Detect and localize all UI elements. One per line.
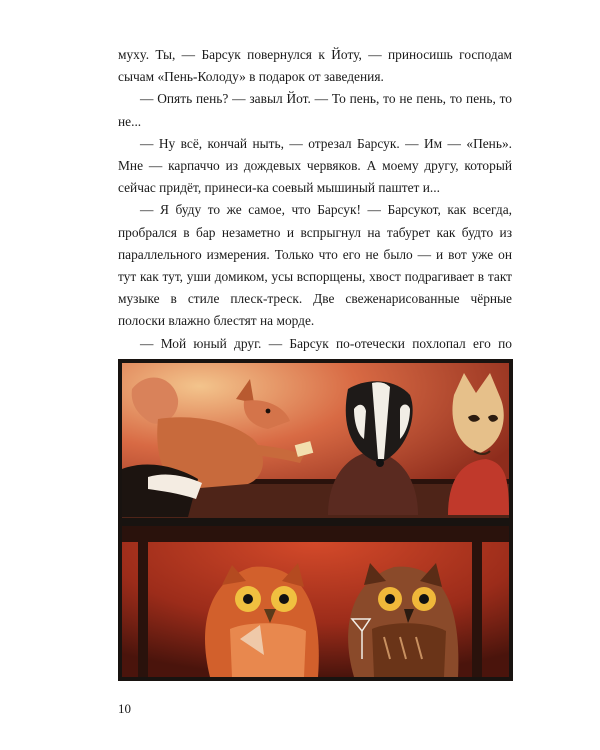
top-panel <box>122 363 509 518</box>
beam <box>122 526 509 542</box>
paragraph: — Я буду то же самое, что Барсук! — Барсукот, как всегда, пробрался в бар незаметно и вспрыгнул на табурет как будто из параллельного измерения. Только что его не было — и вот уже он тут как тут, уши домиком, усы вспорщены, хвост подрагивает в такт музыке в стиле плеск-треск. Две свеженарисованные чёрные полоски влажно блестят на морде. <box>118 202 512 329</box>
bar-scene-illustration <box>118 359 513 681</box>
paragraph: — Ну всё, кончай ныть, — отрезал Барсук. — Им — «Пень». Мне — карпаччо из дождевых червяков. А моему другу, который сейчас придёт, принеси-ка соевый мышиный паштет и... <box>118 135 512 196</box>
bottom-panel <box>122 526 509 677</box>
page-number: 10 <box>118 701 131 716</box>
page-body-text <box>118 44 512 399</box>
paragraph: мухy. Ты, — Барсук повернулся к Йоту, — приносишь господам сычам «Пень-Колоду» в подарок от заведения. <box>118 47 512 85</box>
paragraph: — Мой юный друг. — Барсук по-отечески похлопал его по <box>140 335 512 351</box>
paragraph: — Опять пень? — завыл Йот. — То пень, то не пень, то пень, то не... <box>118 91 512 129</box>
panel-divider <box>118 518 513 526</box>
illustration-svg <box>118 359 513 681</box>
post-left <box>138 542 148 677</box>
post-right <box>472 542 482 677</box>
